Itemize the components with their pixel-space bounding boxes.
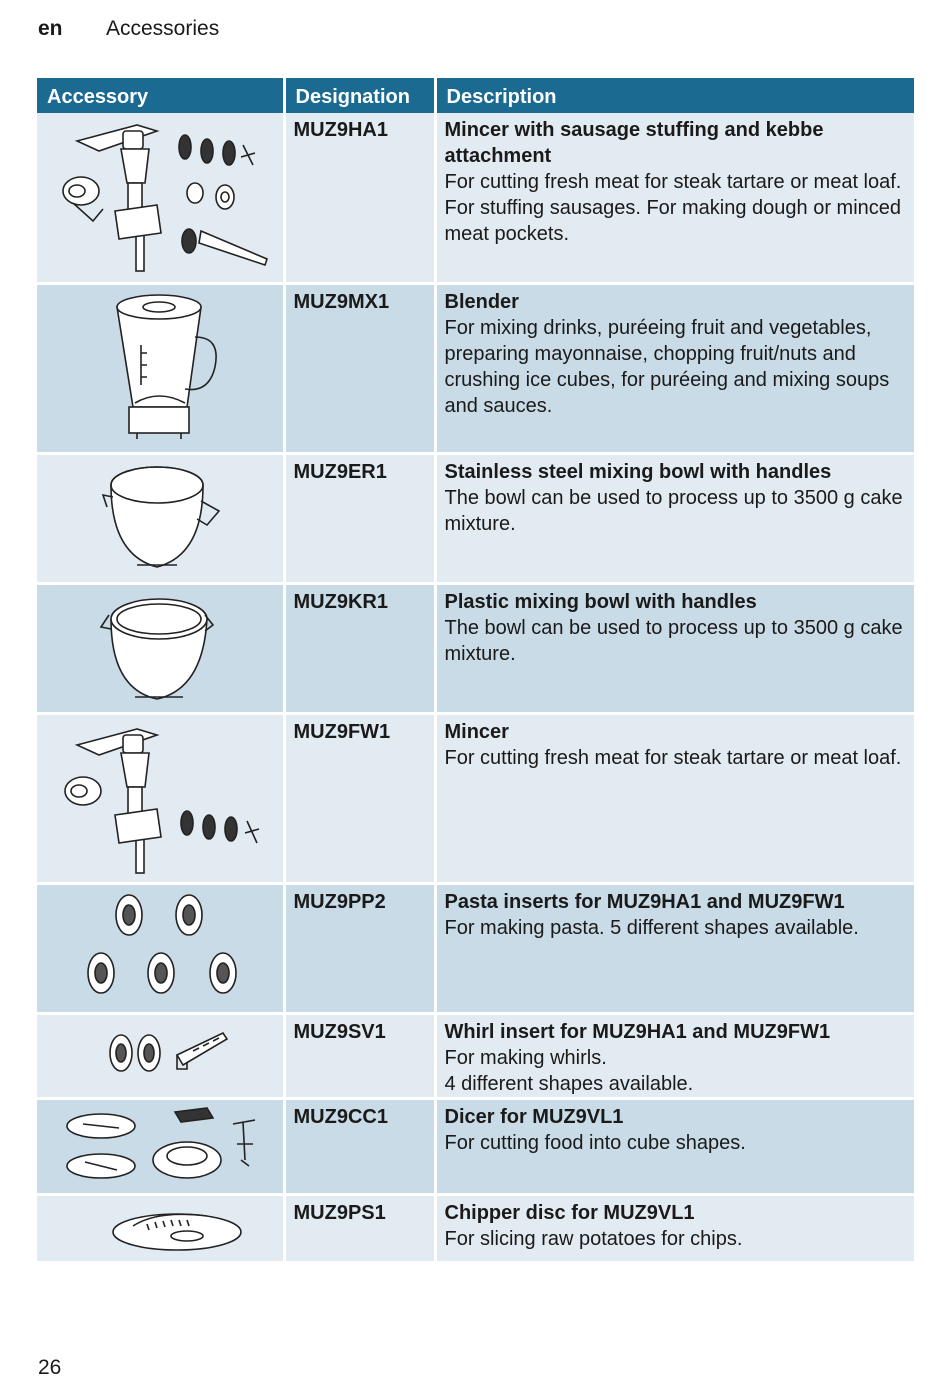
designation: MUZ9KR1 <box>284 583 435 713</box>
description-cell <box>435 113 914 283</box>
designation: MUZ9SV1 <box>284 1013 435 1098</box>
accessory-image-cell <box>37 1194 284 1262</box>
table-row <box>37 1098 914 1194</box>
mincer-with-sausage-attachment-icon <box>37 113 284 280</box>
table-row <box>37 883 914 1013</box>
plastic-bowl-icon <box>37 585 284 712</box>
column-header-accessory: Accessory <box>37 78 284 113</box>
designation: MUZ9FW1 <box>284 713 435 883</box>
section-title: Accessories <box>106 17 220 40</box>
description-title: Mincer with sausage stuffing and kebbe attachment <box>444 119 824 167</box>
description-title: Plastic mixing bowl with handles <box>444 590 757 613</box>
description-title: Blender <box>444 290 519 313</box>
accessory-image-cell <box>37 113 284 283</box>
description-title: Chipper disc for MUZ9VL1 <box>444 1201 695 1224</box>
page-header <box>38 17 219 41</box>
description-title: Stainless steel mixing bowl with handles <box>444 460 832 483</box>
designation: MUZ9CC1 <box>284 1098 435 1194</box>
page-number: 26 <box>38 1356 62 1379</box>
whirl-insert-icon <box>37 1015 284 1094</box>
description-text: The bowl can be used to process up to 3500 g cake mixture. <box>444 486 903 535</box>
description-text: For mixing drinks, puréeing fruit and vegetables, preparing mayonnaise, chopping fruit/nuts and crushing ice cubes, for puréeing and mixing soups and sauces. <box>444 316 890 417</box>
accessory-image-cell <box>37 583 284 713</box>
description-cell <box>435 1013 914 1098</box>
accessory-image-cell <box>37 1098 284 1194</box>
accessory-image-cell <box>37 283 284 453</box>
mincer-icon <box>37 715 284 882</box>
description-title: Pasta inserts for MUZ9HA1 and MUZ9FW1 <box>444 890 845 913</box>
dicer-icon <box>37 1100 284 1193</box>
accessory-image-cell <box>37 1013 284 1098</box>
table-row <box>37 453 914 583</box>
accessories-table <box>37 78 914 1264</box>
language-code: en <box>38 17 63 40</box>
description-text: For slicing raw potatoes for chips. <box>444 1227 743 1250</box>
table-row <box>37 713 914 883</box>
description-cell <box>435 1098 914 1194</box>
description-text: The bowl can be used to process up to 3500 g cake mixture. <box>444 616 903 665</box>
table-row <box>37 1013 914 1098</box>
description-title: Mincer <box>444 720 509 743</box>
description-title: Dicer for MUZ9VL1 <box>444 1105 624 1128</box>
description-cell <box>435 883 914 1013</box>
description-text: For cutting fresh meat for steak tartare or meat loaf. For stuffing sausages. For making dough or minced meat pockets. <box>444 171 902 245</box>
table-row <box>37 113 914 283</box>
description-cell <box>435 1194 914 1262</box>
accessory-image-cell <box>37 883 284 1013</box>
description-text: For making whirls. 4 different shapes available. <box>444 1046 694 1095</box>
table-header-row <box>37 78 914 113</box>
description-text: For cutting fresh meat for steak tartare or meat loaf. <box>444 746 902 769</box>
pasta-inserts-icon <box>37 885 284 1012</box>
description-title: Whirl insert for MUZ9HA1 and MUZ9FW1 <box>444 1020 831 1043</box>
designation: MUZ9PP2 <box>284 883 435 1013</box>
table-row <box>37 283 914 453</box>
column-header-designation: Designation <box>284 78 435 113</box>
description-cell <box>435 453 914 583</box>
description-cell <box>435 713 914 883</box>
designation: MUZ9PS1 <box>284 1194 435 1262</box>
accessory-image-cell <box>37 713 284 883</box>
designation: MUZ9MX1 <box>284 283 435 453</box>
column-header-description: Description <box>435 78 914 113</box>
accessory-image-cell <box>37 453 284 583</box>
chipper-disc-icon <box>37 1196 284 1261</box>
designation: MUZ9ER1 <box>284 453 435 583</box>
description-text: For cutting food into cube shapes. <box>444 1131 746 1154</box>
designation: MUZ9HA1 <box>284 113 435 283</box>
description-text: For making pasta. 5 different shapes available. <box>444 916 859 939</box>
table-row <box>37 1194 914 1262</box>
table-row <box>37 583 914 713</box>
description-cell <box>435 283 914 453</box>
blender-icon <box>37 285 284 452</box>
description-cell <box>435 583 914 713</box>
steel-bowl-icon <box>37 455 284 582</box>
